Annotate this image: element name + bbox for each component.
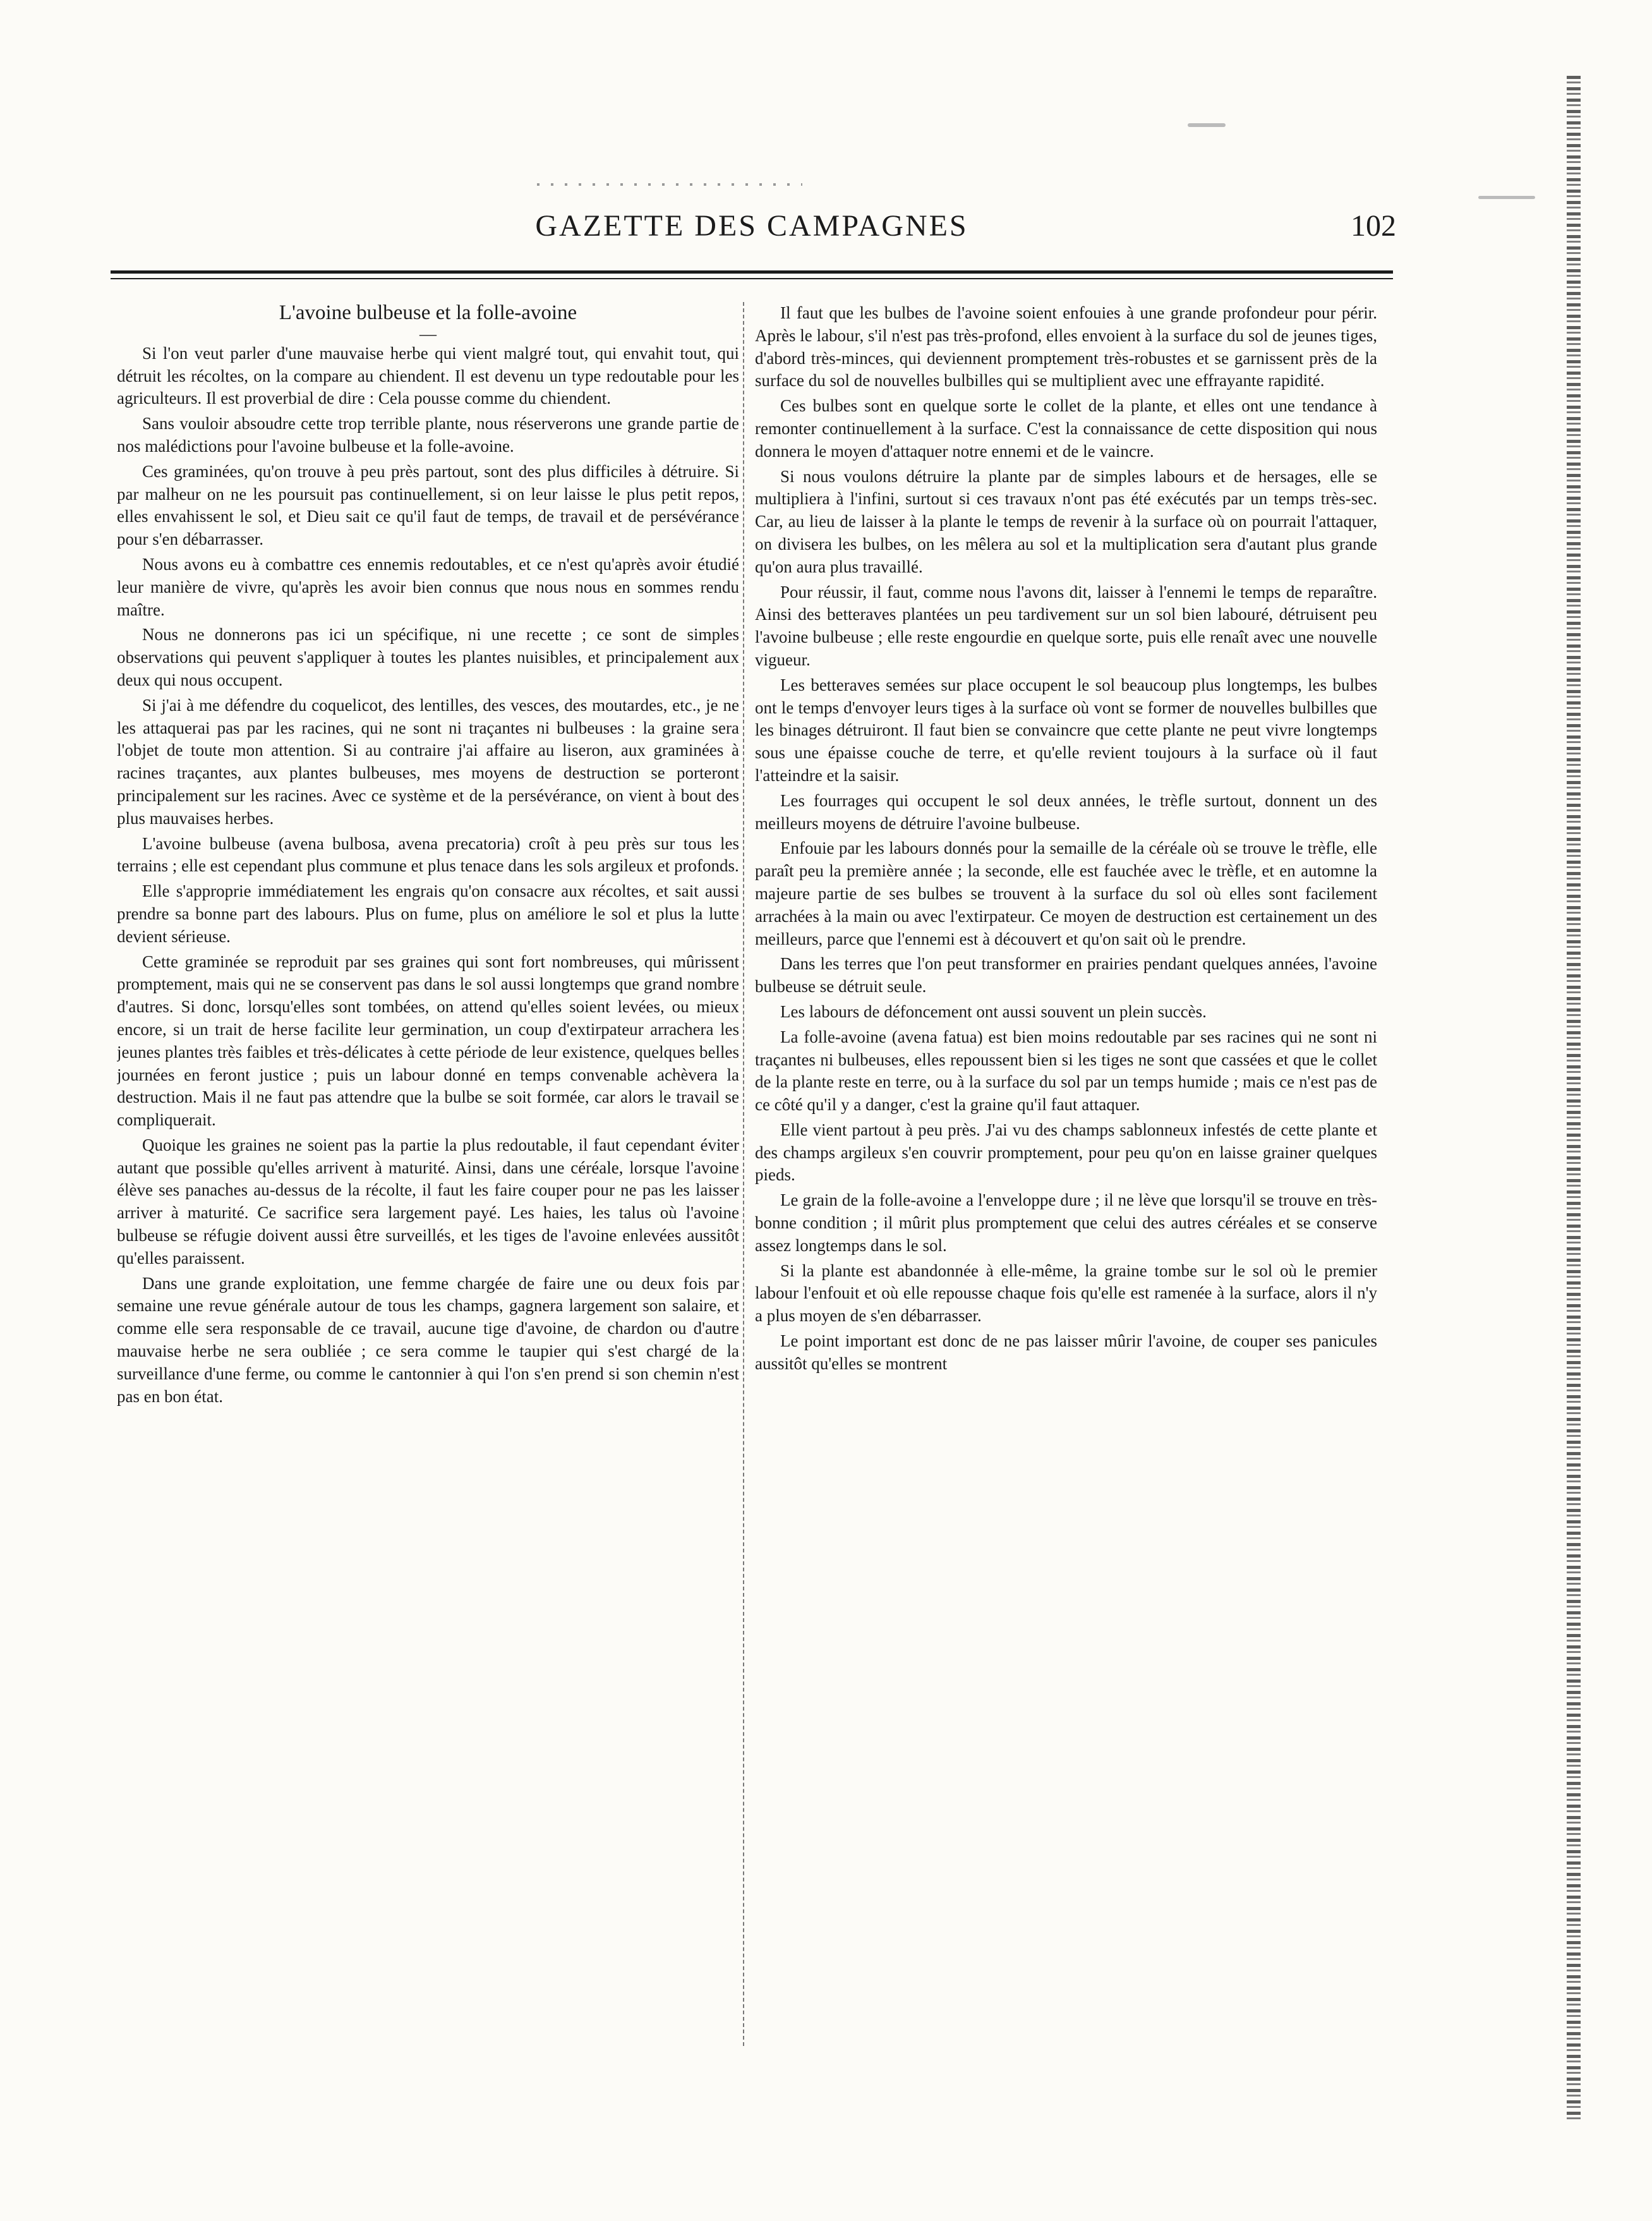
paragraph: Ces graminées, qu'on trouve à peu près partout, sont des plus difficiles à détruire. Si par malheur on ne les poursuit pas continuellement, si on leur laisse le plus petit repos, elles envahissent le sol, et Dieu sait ce qu'il faut de temps, de travail et de persévérance pour s'en débarrasser. <box>117 461 739 549</box>
paragraph: Elle vient partout à peu près. J'ai vu des champs sablonneux infestés de cette plante et des champs argileux s'en couvrir promptement, pour peu qu'on en laisse grainer quelques pieds. <box>755 1120 1377 1185</box>
right-paragraphs <box>755 302 1377 1376</box>
paragraph: Le point important est donc de ne pas laisser mûrir l'avoine, de couper ses panicules aussitôt qu'elles se montrent <box>755 1331 1377 1373</box>
paragraph: Pour réussir, il faut, comme nous l'avons dit, laisser à l'ennemi le temps de reparaître. Ainsi des betteraves plantées un peu tardivement sur un sol bien labouré, détruisent peu l'avoine bulbeuse ; elle reste engourdie en quelque sorte, puis elle renaît avec une nouvelle vigueur. <box>755 582 1377 669</box>
paragraph: L'avoine bulbeuse (avena bulbosa, avena precatoria) croît à peu près sur tous les terrains ; elle est cependant plus commune et plus tenace dans les sols argileux et profonds. <box>117 833 739 876</box>
paragraph: Dans les terres que l'on peut transformer en prairies pendant quelques années, l'avoine bulbeuse se détruit seule. <box>755 954 1377 996</box>
paragraph: Le grain de la folle-avoine a l'enveloppe dure ; il ne lève que lorsqu'il se trouve en très-bonne condition ; il mûrit plus promptement que celui des autres céréales et se conserve assez longtemps dans le sol. <box>755 1190 1377 1255</box>
header-rule <box>111 270 1393 274</box>
header-rule-thin <box>111 278 1393 279</box>
paragraph: Quoique les graines ne soient pas la partie la plus redoutable, il faut cependant éviter autant que possible qu'elles arrivent à maturité. Ainsi, dans une céréale, lorsque l'avoine élève ses panaches au-dessus de la récolte, il faut les faire couper pour ne pas les laisser arriver à maturité. Ce sacrifice sera largement payé. Les haies, les talus où l'avoine bulbeuse se réfugie doivent aussi être surveillés, et les tiges de l'avoine enlevées aussitôt qu'elles paraissent. <box>117 1135 739 1268</box>
paragraph: Les fourrages qui occupent le sol deux années, le trèfle surtout, donnent un des meilleurs moyens de détruire l'avoine bulbeuse. <box>755 790 1377 833</box>
left-column <box>117 302 739 2046</box>
article-title: L'avoine bulbeuse et la folle-avoine <box>279 302 577 324</box>
scan-mark <box>537 183 802 186</box>
column-divider <box>743 302 744 2046</box>
scan-edge-strip <box>1567 76 1581 2123</box>
page-header <box>107 209 1396 259</box>
paragraph: Si nous voulons détruire la plante par de simples labours et de hersages, elle se multipliera à l'infini, surtout si ces travaux n'ont pas été exécutés par un temps très-sec. Car, au lieu de laisser à la plante le temps de revenir à la surface où on pourrait l'attaquer, on divisera les bulbes, on les mêlera au sol et la multiplication sera d'autant plus grande qu'on aura plus travaillé. <box>755 466 1377 576</box>
paragraph: Il faut que les bulbes de l'avoine soient enfouies à une grande profondeur pour périr. Après le labour, s'il n'est pas très-profond, elles envoient à la surface du sol de jeunes tiges, d'abord très-minces, qui deviennent promptement très-robustes et se garnissent près de la surface du sol de nouvelles bulbilles qui se multiplient avec une effrayante rapidité. <box>755 303 1377 390</box>
scan-mark <box>1478 196 1535 199</box>
left-paragraphs <box>117 342 739 1408</box>
paragraph: Si j'ai à me défendre du coquelicot, des lentilles, des vesces, des moutardes, etc., je ne les attaquerai pas par les racines, qui ne sont ni traçantes ni bulbeuses : la graine sera l'objet de toute mon attention. Si au contraire j'ai affaire au liseron, aux graminées à racines traçantes, aux plantes bulbeuses, mes moyens de destruction se porteront principalement sur les racines. Avec ce système et de la persévérance, on vient à bout des plus mauvaises herbes. <box>117 695 739 828</box>
paragraph: Les betteraves semées sur place occupent le sol beaucoup plus longtemps, les bulbes ont le temps d'envoyer leurs tiges à la surface où vont se former de nouvelles bulbilles que les binages détruiront. Il faut bien se convaincre que cette plante ne peut vivre longtemps sous une épaisse couche de terre, et qu'elle revient toujours à la surface où il faut l'atteindre et la saisir. <box>755 675 1377 785</box>
paragraph: Les labours de défoncement ont aussi souvent un plein succès. <box>780 1002 1207 1021</box>
right-column <box>755 302 1377 2046</box>
paragraph: La folle-avoine (avena fatua) est bien moins redoutable par ses racines qui ne sont ni traçantes ni bulbeuses, elles repoussent bien si les tiges ne sont que cassées et que le collet de la plante reste en terre, ou à la surface du sol par un temps humide ; mais ce n'est pas de ce côté qu'il y a danger, c'est la graine qu'il faut attaquer. <box>755 1027 1377 1115</box>
title-dash: — <box>419 324 437 343</box>
paragraph: Dans une grande exploitation, une femme chargée de faire une ou deux fois par semaine une revue générale autour de tous les champs, gagnera largement son salaire, et comme elle sera responsable de ce travail, aucune tige d'avoine, de chardon ou d'autre mauvaise herbe ne sera oubliée ; ce sera comme le taupier qui s'est chargé de la surveillance d'une ferme, ou comme le cantonnier à qui l'on s'en prend si son chemin n'est pas en bon état. <box>117 1273 739 1406</box>
page-number: 102 <box>1351 209 1396 243</box>
paragraph: Si la plante est abandonnée à elle-même, la graine tombe sur le sol où le premier labour l'enfouit et où elle repousse chaque fois qu'elle est ramenée à la surface, alors il n'y a plus moyen de s'en débarrasser. <box>755 1261 1377 1326</box>
journal-title: GAZETTE DES CAMPAGNES <box>535 209 968 243</box>
paragraph: Sans vouloir absoudre cette trop terrible plante, nous réserverons une grande partie de nos malédictions pour l'avoine bulbeuse et la folle-avoine. <box>117 414 739 456</box>
paragraph: Nous avons eu à combattre ces ennemis redoutables, et ce n'est qu'après avoir étudié leur manière de vivre, qu'après les avoir bien connus que nous nous en sommes rendu maître. <box>117 554 739 619</box>
paragraph: Cette graminée se reproduit par ses graines qui sont fort nombreuses, qui mûrissent promptement, mais qui ne se conservent pas dans le sol aussi longtemps que grand nombre d'autres. Si donc, lorsqu'elles sont tombées, on attend qu'elles soient levées, ou mieux encore, si un trait de herse facilite leur germination, un coup d'extirpateur arrachera les jeunes plantes très faibles et très-délicates à cette période de leur existence, quelques belles journées en feront justice ; puis un labour donné en temps convenable achèvera la destruction. Mais il ne faut pas attendre que la bulbe se soit formée, car alors le travail se compliquerait. <box>117 952 739 1130</box>
paragraph: Ces bulbes sont en quelque sorte le collet de la plante, et elles ont une tendance à remonter continuellement à la surface. C'est la connaissance de cette disposition qui nous donnera le moyen d'attaquer notre ennemi et de le vaincre. <box>755 396 1377 461</box>
paragraph: Elle s'approprie immédiatement les engrais qu'on consacre aux récoltes, et sait aussi prendre sa bonne part des labours. Plus on fume, plus on améliore le sol et plus la lutte devient sérieuse. <box>117 881 739 946</box>
paragraph: Si l'on veut parler d'une mauvaise herbe qui vient malgré tout, qui envahit tout, qui détruit les récoltes, on la compare au chiendent. Il est devenu un type redoutable pour les agriculteurs. Il est proverbial de dire : Cela pousse comme du chiendent. <box>117 343 739 408</box>
paragraph: Enfouie par les labours donnés pour la semaille de la céréale où se trouve le trèfle, elle paraît peu la première année ; la seconde, elle est fauchée avec le trèfle, et en automne la majeure partie de ses bulbes se trouvent à la surface du sol où elles sont facilement arrachées à la main ou avec l'extirpateur. Ce moyen de destruction est certainement un des meilleurs, parce que l'ennemi est à découvert et qu'on sait où le prendre. <box>755 838 1377 948</box>
scan-mark <box>1188 123 1226 127</box>
paragraph: Nous ne donnerons pas ici un spécifique, ni une recette ; ce sont de simples observations qui peuvent s'appliquer à toutes les plantes nuisibles, et principalement aux deux qui nous occupent. <box>117 625 739 689</box>
